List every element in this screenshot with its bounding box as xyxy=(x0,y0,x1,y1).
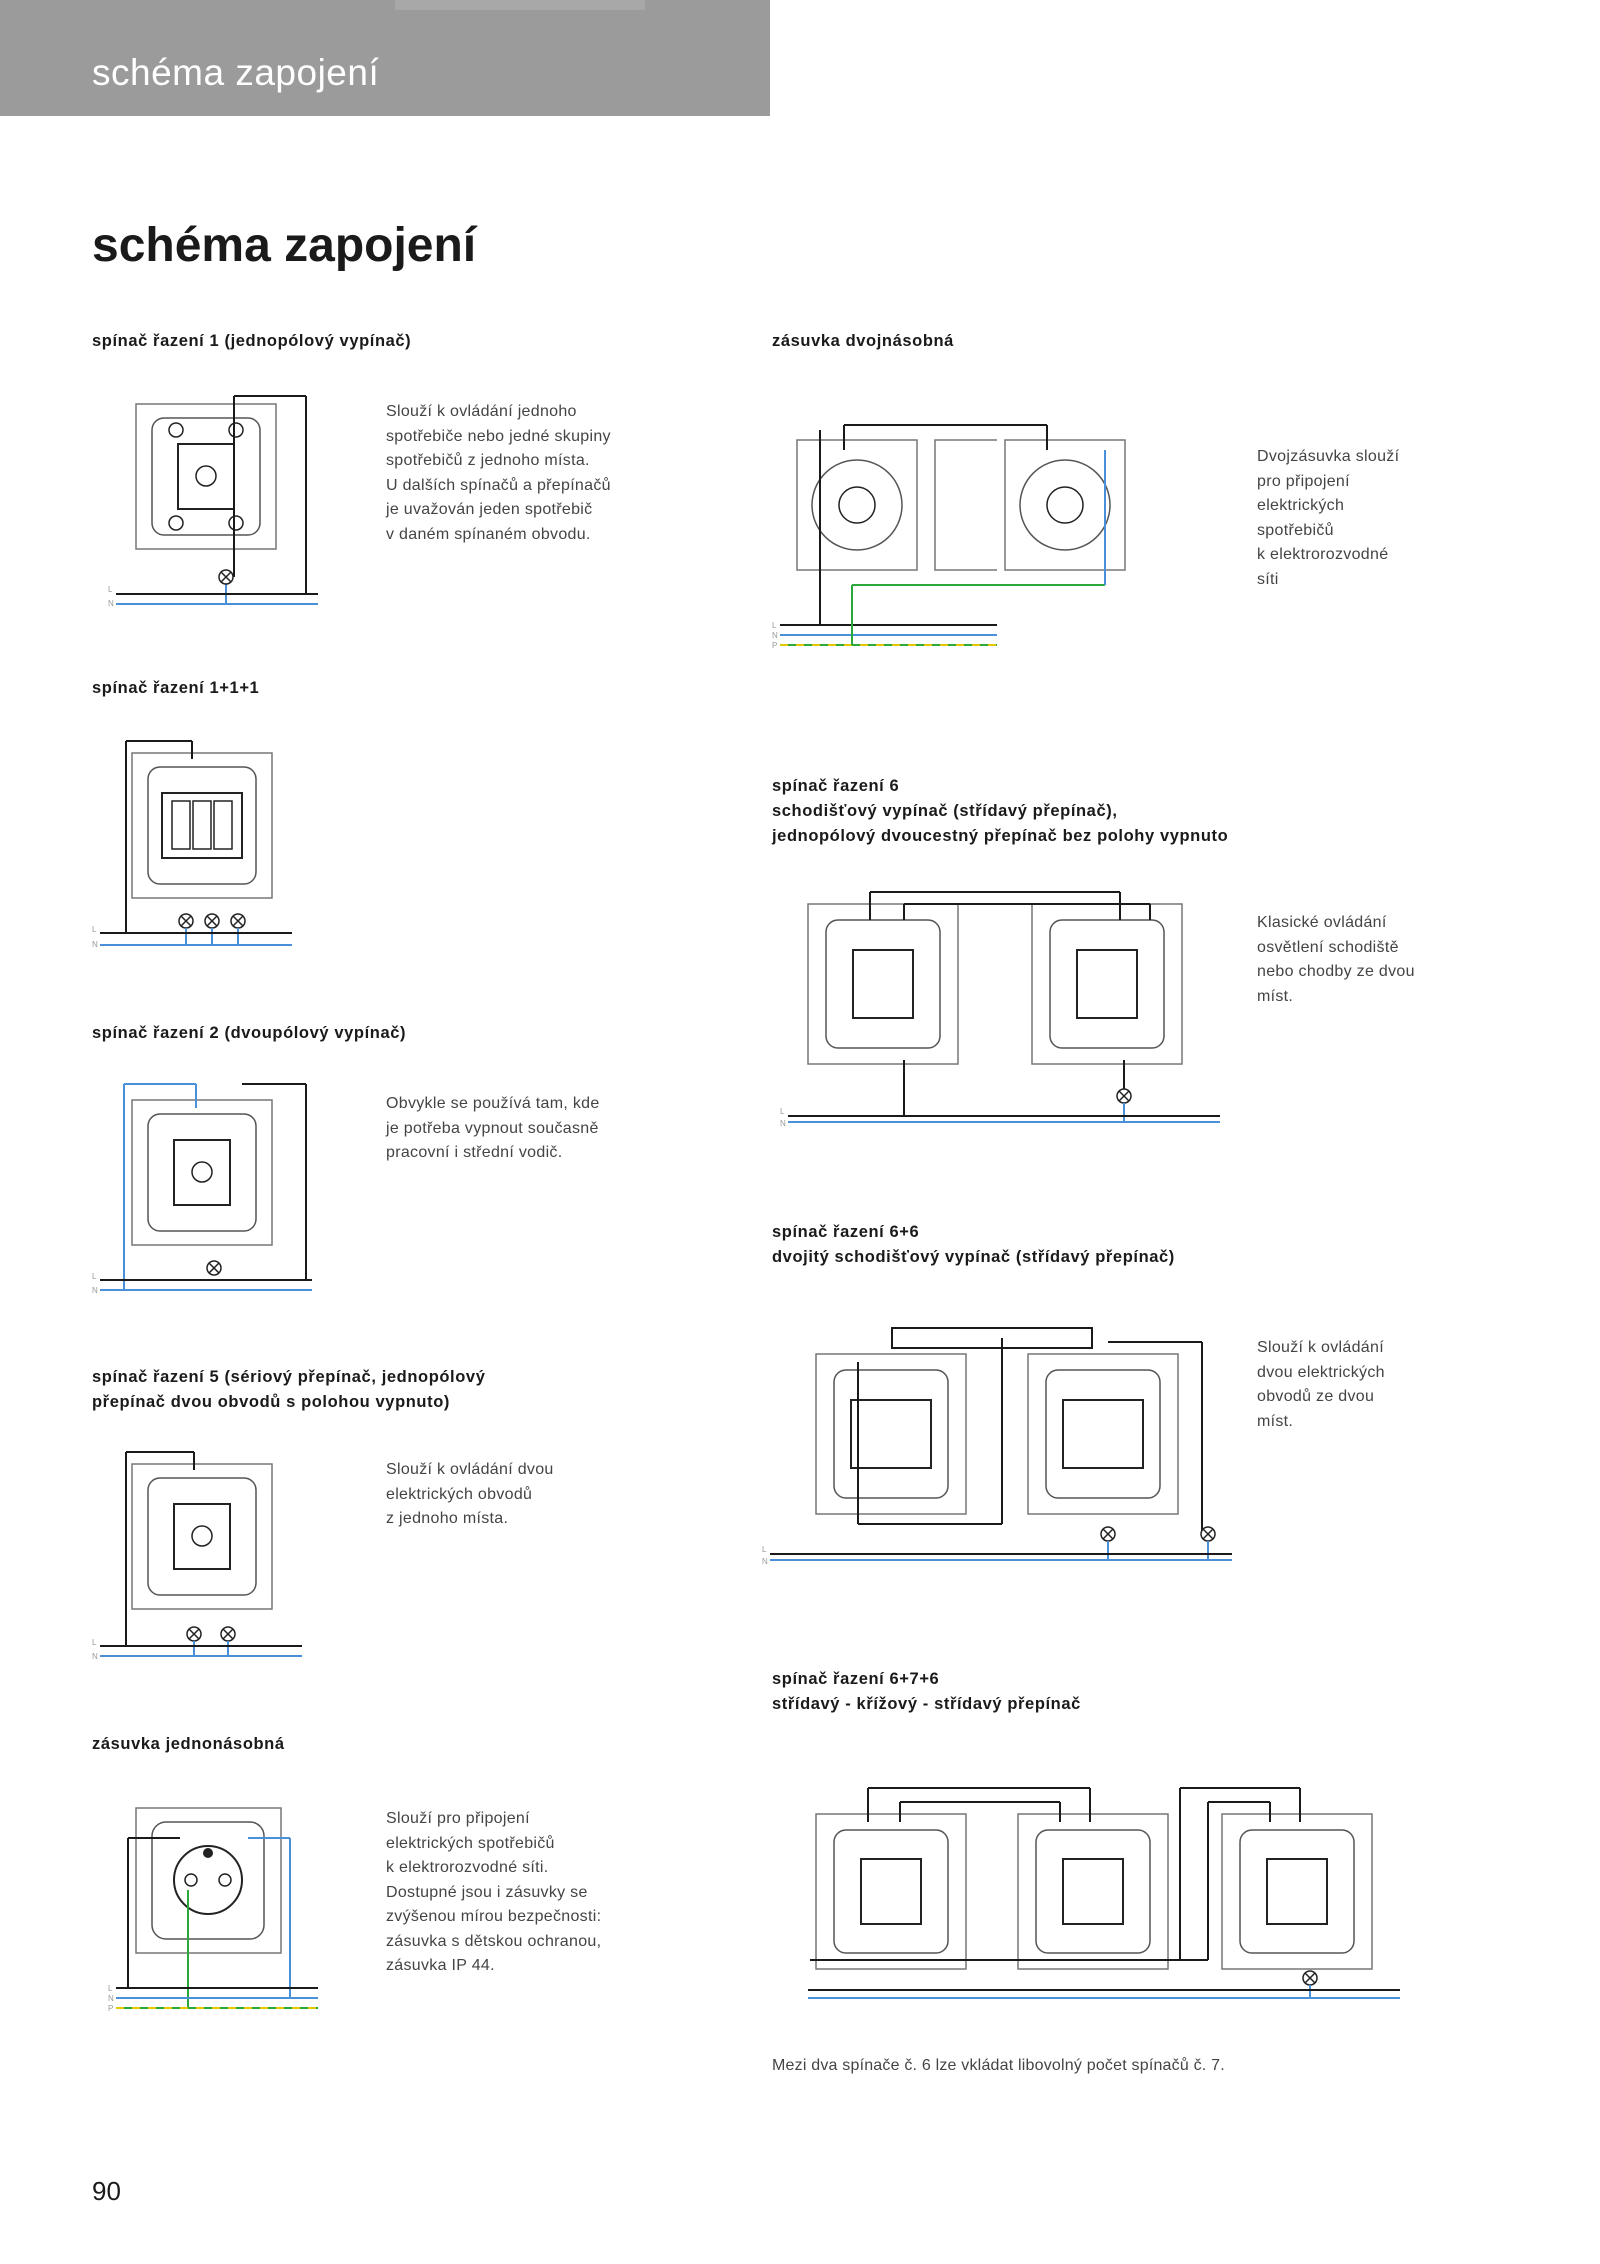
lamp-icon xyxy=(219,570,233,584)
desc-line: Dostupné jsou i zásuvky se xyxy=(386,1883,588,1901)
lamp-icon xyxy=(179,914,193,928)
desc-line: U dalších spínačů a přepínačů xyxy=(386,476,611,494)
diagram-s66 xyxy=(762,1322,1242,1570)
wire-label-L: L xyxy=(772,621,777,630)
desc-line: dvou elektrických xyxy=(1257,1363,1385,1381)
diagram-s111 xyxy=(92,735,298,955)
switch-module xyxy=(132,753,272,898)
wire-label-N: N xyxy=(780,1119,786,1128)
section-title-s66 xyxy=(772,1220,1175,1270)
wire-label-L: L xyxy=(108,1984,113,1993)
section-title-line: spínač řazení 1 (jednopólový vypínač) xyxy=(92,332,412,350)
desc-line: Dvojzásuvka slouží xyxy=(1257,448,1400,465)
diagram-s676 xyxy=(800,1782,1410,2004)
section-desc-s66 xyxy=(1257,1336,1385,1434)
lamp-icon xyxy=(1117,1089,1131,1103)
section-title-s1 xyxy=(92,329,411,354)
lamp-icon xyxy=(221,1627,235,1641)
switch-module-right xyxy=(1032,904,1182,1064)
double-socket-module xyxy=(797,440,997,570)
desc-line: spotřebičů xyxy=(1257,521,1334,539)
wire-label-L: L xyxy=(92,1272,97,1281)
wire-label-N: N xyxy=(772,631,778,640)
diagram-zd-right xyxy=(997,420,1172,655)
section-title-line: spínač řazení 5 (sériový přepínač, jednopólový xyxy=(92,1368,486,1386)
desc-line: elektrických xyxy=(1257,497,1345,514)
page-number: 90 xyxy=(92,2176,121,2206)
wire-label-P: P xyxy=(772,641,778,650)
desc-line: Slouží k ovládání jednoho xyxy=(386,403,577,420)
section-title-line: schodišťový vypínač (střídavý přepínač), xyxy=(772,802,1118,820)
section-desc-s5 xyxy=(386,1458,554,1532)
desc-line: míst. xyxy=(1257,1412,1294,1430)
diagram-s1 xyxy=(108,392,323,614)
lamp-icon xyxy=(207,1261,221,1275)
desc-line: Slouží k ovládání dvou xyxy=(386,1461,554,1478)
section-note-s676: Mezi dva spínače č. 6 lze vkládat libovolný počet spínačů č. 7. xyxy=(772,2057,1225,2074)
section-title-line: spínač řazení 6+6 xyxy=(772,1223,920,1241)
lamp-icon xyxy=(1303,1971,1317,1985)
desc-line: Slouží pro připojení xyxy=(386,1810,530,1827)
section-title-s5 xyxy=(92,1365,485,1415)
header-tab-strip xyxy=(395,0,645,10)
section-title-line: zásuvka dvojnásobná xyxy=(772,332,954,350)
desc-line: pro připojení xyxy=(1257,472,1350,490)
desc-line: spotřebiče nebo jedné skupiny xyxy=(386,427,611,445)
wire-label-N: N xyxy=(92,940,98,949)
section-title-line: jednopólový dvoucestný přepínač bez polohy vypnuto xyxy=(772,827,1229,845)
wire-label-L: L xyxy=(762,1545,767,1554)
section-title-s676 xyxy=(772,1667,1081,1717)
desc-line: Slouží k ovládání xyxy=(1257,1339,1384,1356)
desc-line: z jednoho místa. xyxy=(386,1510,509,1527)
socket-module xyxy=(136,1808,281,1953)
section-title-line: spínač řazení 2 (dvoupólový vypínač) xyxy=(92,1024,407,1042)
switch-module-3 xyxy=(1222,1814,1372,1969)
desc-line: je potřeba vypnout současně xyxy=(386,1119,599,1137)
wire-label-N: N xyxy=(108,1994,114,2003)
switch-module-right xyxy=(1028,1354,1178,1514)
section-title-line: spínač řazení 6 xyxy=(772,777,900,795)
section-title-line: zásuvka jednonásobná xyxy=(92,1735,285,1753)
desc-line: je uvažován jeden spotřebič xyxy=(386,501,593,518)
section-desc-s2 xyxy=(386,1092,600,1166)
wire-label-N: N xyxy=(92,1286,98,1295)
desc-line: nebo chodby ze dvou xyxy=(1257,963,1415,980)
section-title-line: přepínač dvou obvodů s polohou vypnuto) xyxy=(92,1393,450,1411)
header-title: schéma zapojení xyxy=(92,52,380,93)
wire-label-N: N xyxy=(762,1557,768,1566)
desc-line: elektrických spotřebičů xyxy=(386,1834,555,1852)
wire-label-L: L xyxy=(780,1107,785,1116)
desc-line: v daném spínaném obvodu. xyxy=(386,525,591,543)
section-desc-zj xyxy=(386,1807,601,1979)
desc-line: osvětlení schodiště xyxy=(1257,938,1399,956)
switch-module-1 xyxy=(816,1814,966,1969)
lamp-icon xyxy=(1101,1527,1115,1541)
desc-line: Obvykle se používá tam, kde xyxy=(386,1095,600,1112)
double-socket-module-right xyxy=(1005,440,1125,570)
section-title-line: spínač řazení 6+7+6 xyxy=(772,1670,940,1688)
switch-module-left xyxy=(808,904,958,1064)
page-title: schéma zapojení xyxy=(92,219,477,272)
desc-line: síti xyxy=(1257,570,1279,588)
section-title-line: spínač řazení 1+1+1 xyxy=(92,679,260,697)
section-desc-s6 xyxy=(1257,911,1415,1009)
diagram-zj xyxy=(108,1798,323,2024)
desc-line: zásuvka s dětskou ochranou, xyxy=(386,1932,602,1950)
desc-line: Klasické ovládání xyxy=(1257,914,1387,931)
desc-line: míst. xyxy=(1257,987,1294,1005)
switch-module xyxy=(136,404,276,549)
diagram-s5 xyxy=(92,1448,307,1668)
lamp-icon xyxy=(187,1627,201,1641)
desc-line: k elektrorozvodné xyxy=(1257,546,1389,563)
section-title-zd xyxy=(772,329,954,354)
desc-line: zvýšenou mírou bezpečnosti: xyxy=(386,1908,602,1925)
section-desc-zd xyxy=(1257,445,1399,592)
lamp-icon xyxy=(205,914,219,928)
diagram-s6 xyxy=(780,890,1230,1130)
section-desc-s1 xyxy=(386,400,611,547)
wire-label-P: P xyxy=(108,2004,114,2013)
switch-module xyxy=(132,1100,272,1245)
diagram-s2 xyxy=(92,1080,317,1302)
switch-module-2 xyxy=(1018,1814,1168,1969)
section-title-zj xyxy=(92,1732,285,1757)
lamp-icon xyxy=(1201,1527,1215,1541)
lamp-icon xyxy=(231,914,245,928)
desc-line: obvodů ze dvou xyxy=(1257,1388,1375,1405)
header-band xyxy=(0,0,770,116)
wire-label-L: L xyxy=(108,585,113,594)
desc-line: zásuvka IP 44. xyxy=(386,1957,495,1974)
section-title-line: střídavý - křížový - střídavý přepínač xyxy=(772,1695,1081,1713)
desc-line: spotřebičů z jednoho místa. xyxy=(386,452,590,469)
section-title-s111 xyxy=(92,676,259,701)
desc-line: pracovní i střední vodič. xyxy=(386,1144,563,1161)
switch-module xyxy=(132,1464,272,1609)
desc-line: elektrických obvodů xyxy=(386,1485,533,1503)
section-title-s6 xyxy=(772,774,1228,849)
switch-module-left xyxy=(816,1354,966,1514)
wire-label-L: L xyxy=(92,925,97,934)
wire-label-L: L xyxy=(92,1638,97,1647)
desc-line: k elektrorozvodné síti. xyxy=(386,1859,549,1876)
section-title-s2 xyxy=(92,1021,406,1046)
wire-label-N: N xyxy=(92,1652,98,1661)
wire-label-N: N xyxy=(108,599,114,608)
section-title-line: dvojitý schodišťový vypínač (střídavý přepínač) xyxy=(772,1248,1175,1266)
diagram-zd xyxy=(772,420,997,655)
